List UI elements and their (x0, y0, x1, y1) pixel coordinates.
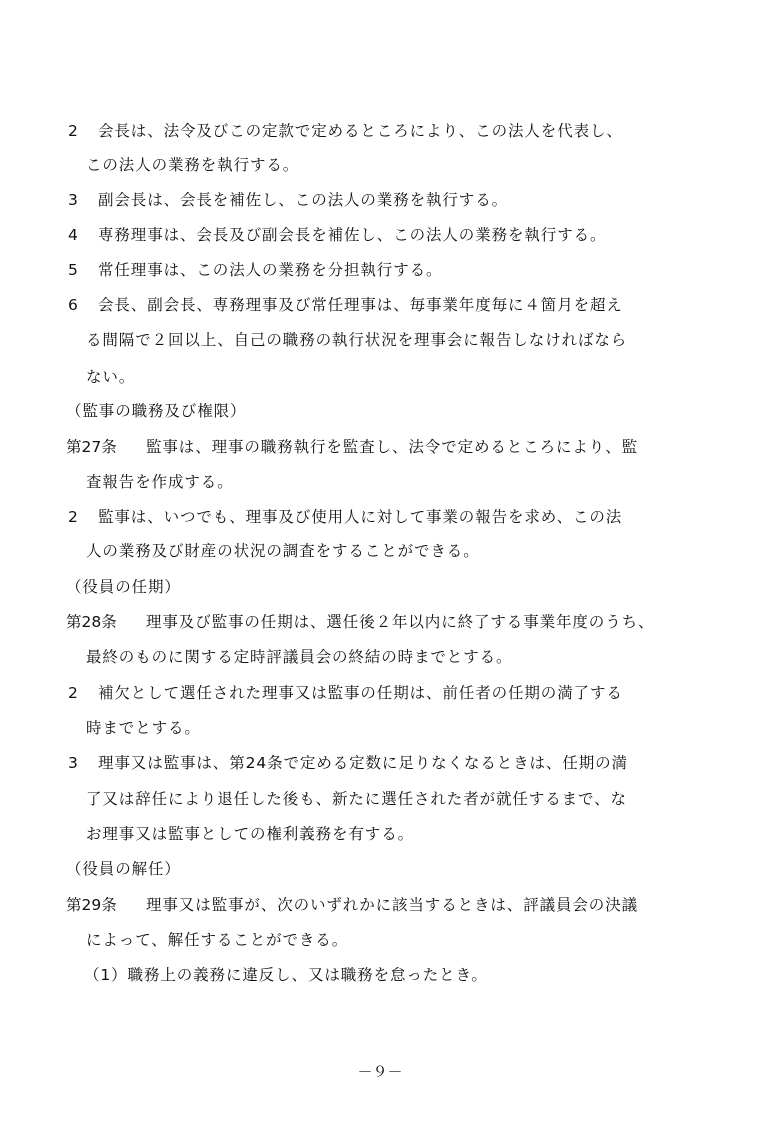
paragraph-line (86, 718, 201, 738)
line-text: 専務理事は、会長及び副会長を補佐し、この法人の業務を執行する。 (98, 226, 607, 244)
clause-number: 6 (68, 296, 79, 314)
paragraph-line (86, 789, 627, 809)
line-text: によって、解任することができる。 (86, 931, 349, 949)
line-text: 最終のものに関する定時評議員会の終結の時までとする。 (86, 648, 513, 666)
paragraph-line (86, 330, 627, 350)
paragraph-line (68, 683, 623, 703)
clause-number: 4 (68, 226, 79, 244)
section-heading (66, 859, 181, 879)
article-number: 第28条 (66, 613, 117, 631)
line-text: 常任理事は、この法人の業務を分担執行する。 (98, 261, 443, 279)
line-text: 人の業務及び財産の状況の調査をすることができる。 (86, 542, 480, 560)
list-item (84, 965, 488, 985)
paragraph-line (66, 612, 654, 632)
section-heading (66, 577, 181, 597)
paragraph-line (68, 225, 606, 245)
line-text: 副会長は、会長を補佐し、この法人の業務を執行する。 (98, 191, 509, 209)
line-text: 時までとする。 (86, 719, 201, 737)
clause-number: 2 (68, 684, 79, 702)
paragraph-line (66, 437, 638, 457)
clause-number: 2 (68, 122, 79, 140)
line-text: 査報告を作成する。 (86, 473, 234, 491)
line-text: ない。 (86, 368, 136, 386)
line-text: （役員の任期） (66, 578, 181, 596)
paragraph-line (68, 260, 442, 280)
paragraph-line (86, 824, 414, 844)
paragraph-line (86, 541, 480, 561)
article-number: 第27条 (66, 438, 117, 456)
line-text: （役員の解任） (66, 860, 181, 878)
clause-number: 3 (68, 191, 79, 209)
paragraph-line (86, 472, 234, 492)
article-number: 第29条 (66, 896, 117, 914)
line-text: 理事及び監事の任期は、選任後２年以内に終了する事業年度のうち、 (146, 613, 655, 631)
paragraph-line (68, 121, 623, 141)
section-heading (66, 401, 246, 421)
clause-number: 3 (68, 754, 79, 772)
paragraph-line (66, 895, 638, 915)
line-text: る間隔で２回以上、自己の職務の執行状況を理事会に報告しなければなら (86, 331, 628, 349)
paragraph-line (86, 155, 299, 175)
paragraph-line (68, 753, 628, 773)
clause-number: 5 (68, 261, 79, 279)
line-text: お理事又は監事としての権利義務を有する。 (86, 825, 415, 843)
paragraph-line (86, 930, 348, 950)
line-text: 理事又は監事が、次のいずれかに該当するときは、評議員会の決議 (146, 896, 639, 914)
line-text: （監事の職務及び権限） (66, 402, 247, 420)
paragraph-line (68, 190, 508, 210)
line-text: 監事は、理事の職務執行を監査し、法令で定めるところにより、監 (146, 438, 639, 456)
line-text: 理事又は監事は、第24条で定める定数に足りなくなるときは、任期の満 (98, 754, 628, 772)
line-text: （1）職務上の義務に違反し、又は職務を怠ったとき。 (84, 966, 488, 984)
paragraph-line (68, 507, 622, 527)
paragraph-line (86, 367, 135, 387)
line-text: 監事は、いつでも、理事及び使用人に対して事業の報告を求め、この法 (98, 508, 623, 526)
line-text: 会長、副会長、専務理事及び常任理事は、毎事業年度毎に４箇月を超え (98, 296, 623, 314)
clause-number: 2 (68, 508, 79, 526)
line-text: 補欠として選任された理事又は監事の任期は、前任者の任期の満了する (98, 684, 623, 702)
line-text: 了又は辞任により退任した後も、新たに選任された者が就任するまで、な (86, 790, 627, 808)
paragraph-line (68, 295, 623, 315)
line-text: この法人の業務を執行する。 (86, 156, 300, 174)
line-text: 会長は、法令及びこの定款で定めるところにより、この法人を代表し、 (98, 122, 623, 140)
page-number: －９－ (357, 1063, 403, 1081)
paragraph-line (86, 647, 512, 667)
